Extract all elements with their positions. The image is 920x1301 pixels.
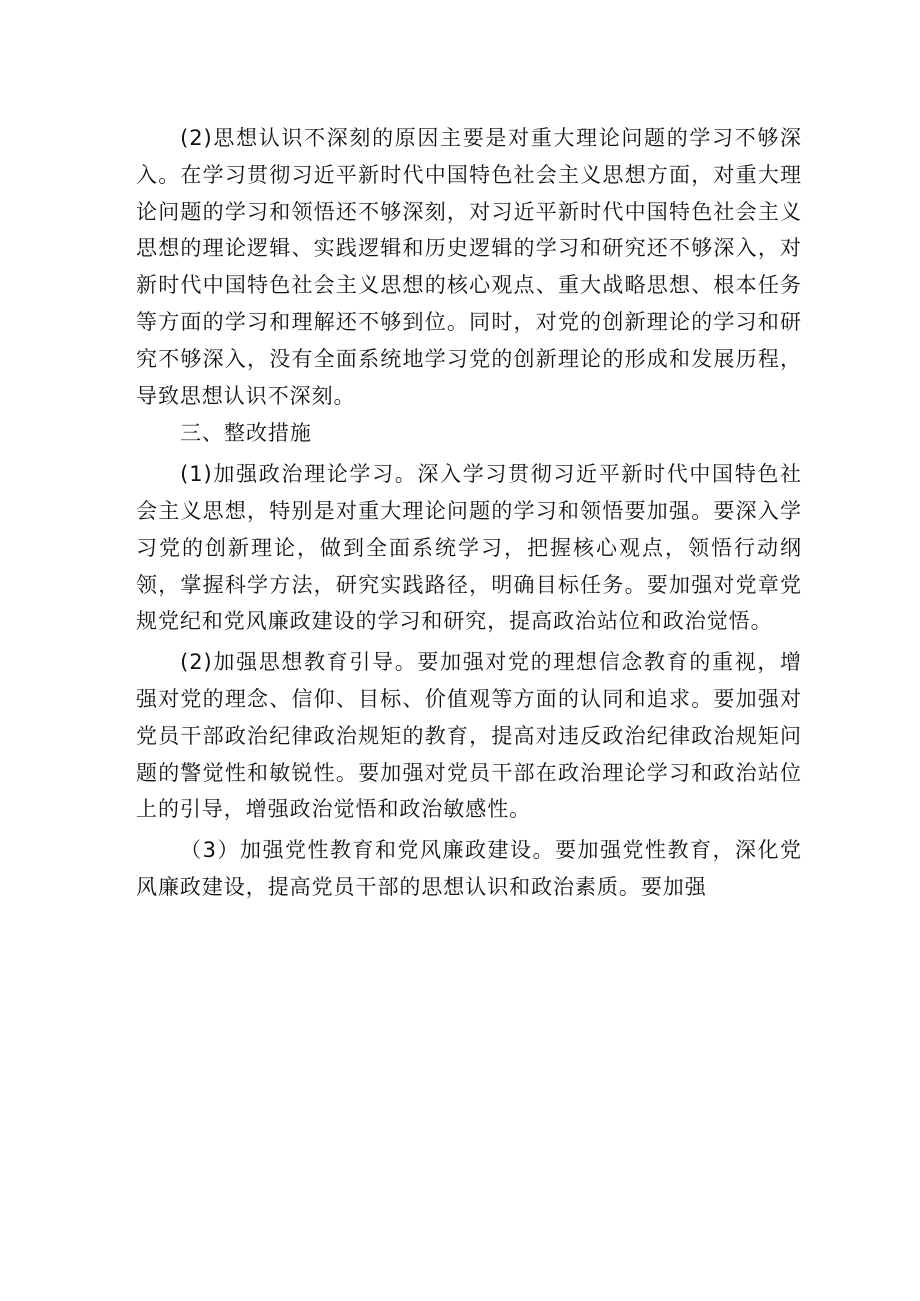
paragraph-cause-2: (2)思想认识不深刻的原因主要是对重大理论问题的学习不够深入。在学习贯彻习近平新时代中国特色社会主义思想方面，对重大理论问题的学习和领悟还不够深刻，对习近平新时代中国特色社会主义思想的理论逻辑、实践逻辑和历史逻辑的学习和研究还不够深入，对新时代中国特色社会主义思想的核心观点、重大战略思想、根本任务等方面的学习和理解还不够到位。同时，对党的创新理论的学习和研究不够深入，没有全面系统地学习党的创新理论的形成和发展历程，导致思想认识不深刻。 bbox=[136, 126, 802, 408]
paragraph-measure-3: （3）加强党性教育和党风廉政建设。要加强党性教育，深化党风廉政建设，提高党员干部的思想认识和政治素质。要加强 bbox=[136, 838, 802, 899]
section-heading-rectification: 三、整改措施 bbox=[180, 421, 312, 446]
paragraph-measure-2: (2)加强思想教育引导。要加强对党的理想信念教育的重视，增强对党的理念、信仰、目标、价值观等方面的认同和追求。要加强对党员干部政治纪律政治规矩的教育，提高对违反政治纪律政治规矩问题的警觉性和敏锐性。要加强对党员干部在政治理论学习和政治站位上的引导，增强政治觉悟和政治敏感性。 bbox=[136, 650, 802, 822]
paragraph-measure-1: (1)加强政治理论学习。深入学习贯彻习近平新时代中国特色社会主义思想，特别是对重大理论问题的学习和领悟要加强。要深入学习党的创新理论，做到全面系统学习，把握核心观点，领悟行动纲领，掌握科学方法，研究实践路径，明确目标任务。要加强对党章党规党纪和党风廉政建设的学习和研究，提高政治站位和政治觉悟。 bbox=[136, 462, 802, 634]
